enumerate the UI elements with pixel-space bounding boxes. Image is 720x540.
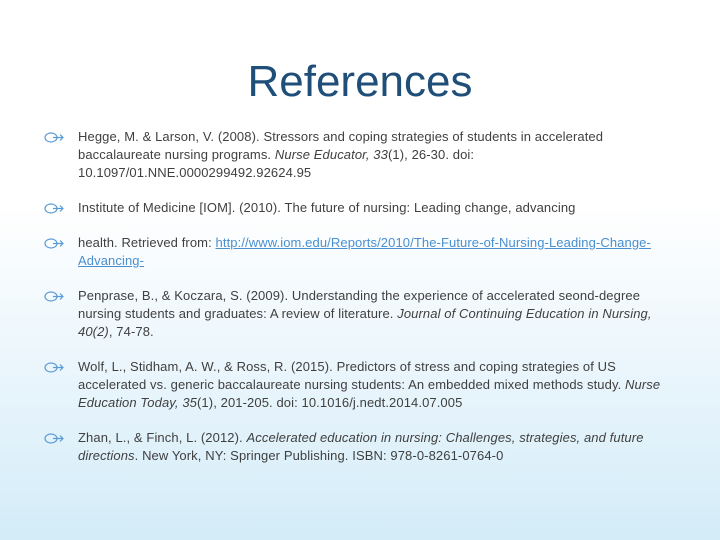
- reference-citation: (1), 26-30. doi: 10.1097/01.NNE.0000299492.92624.95: [78, 147, 475, 180]
- reference-text: Wolf, L., Stidham, A. W., & Ross, R. (2015). Predictors of stress and coping strategies of US accelerated vs. generic baccalaureate nursing students: An embedded mixed methods study.: [78, 359, 626, 392]
- references-list: [44, 128, 674, 465]
- slide-title: References: [247, 57, 473, 106]
- circled-arrow-icon: [44, 203, 64, 214]
- reference-text: Institute of Medicine [IOM]. (2010). The future of nursing: Leading change, advancing: [78, 200, 576, 215]
- reference-citation: , 74-78.: [108, 324, 154, 339]
- reference-journal: Journal of Continuing Education in Nursing, 40(2): [78, 306, 652, 339]
- reference-item-iom-link: [44, 234, 674, 270]
- circled-arrow-icon: [44, 433, 64, 444]
- reference-citation: (1), 201-205. doi: 10.1016/j.nedt.2014.07.005: [197, 395, 463, 410]
- reference-citation: . New York, NY: Springer Publishing. ISBN: 978-0-8261-0764-0: [134, 448, 504, 463]
- reference-text: Zhan, L., & Finch, L. (2012).: [78, 430, 247, 445]
- circled-arrow-icon: [44, 238, 64, 249]
- reference-journal: Nurse Educator, 33: [274, 147, 388, 162]
- reference-text: Hegge, M. & Larson, V. (2008). Stressors and coping strategies of students in accelerated baccalaureate nursing programs.: [78, 129, 604, 162]
- circled-arrow-icon: [44, 132, 64, 143]
- reference-item-zhan: [44, 429, 674, 465]
- reference-text: Penprase, B., & Koczara, S. (2009). Understanding the experience of accelerated seond-degree nursing students and graduates: A review of literature.: [78, 288, 641, 321]
- reference-book-title: Accelerated education in nursing: Challenges, strategies, and future directions: [78, 430, 644, 463]
- reference-text: health. Retrieved from:: [78, 235, 216, 250]
- reference-item-wolf: [44, 358, 674, 412]
- reference-journal: Nurse Education Today, 35: [78, 377, 661, 410]
- circled-arrow-icon: [44, 291, 64, 302]
- reference-item-iom: [44, 199, 674, 217]
- circled-arrow-icon: [44, 362, 64, 373]
- reference-item-hegge: [44, 128, 674, 182]
- reference-url-link[interactable]: http://www.iom.edu/Reports/2010/The-Future-of-Nursing-Leading-Change-Advancing-: [78, 235, 651, 268]
- reference-item-penprase: [44, 287, 674, 341]
